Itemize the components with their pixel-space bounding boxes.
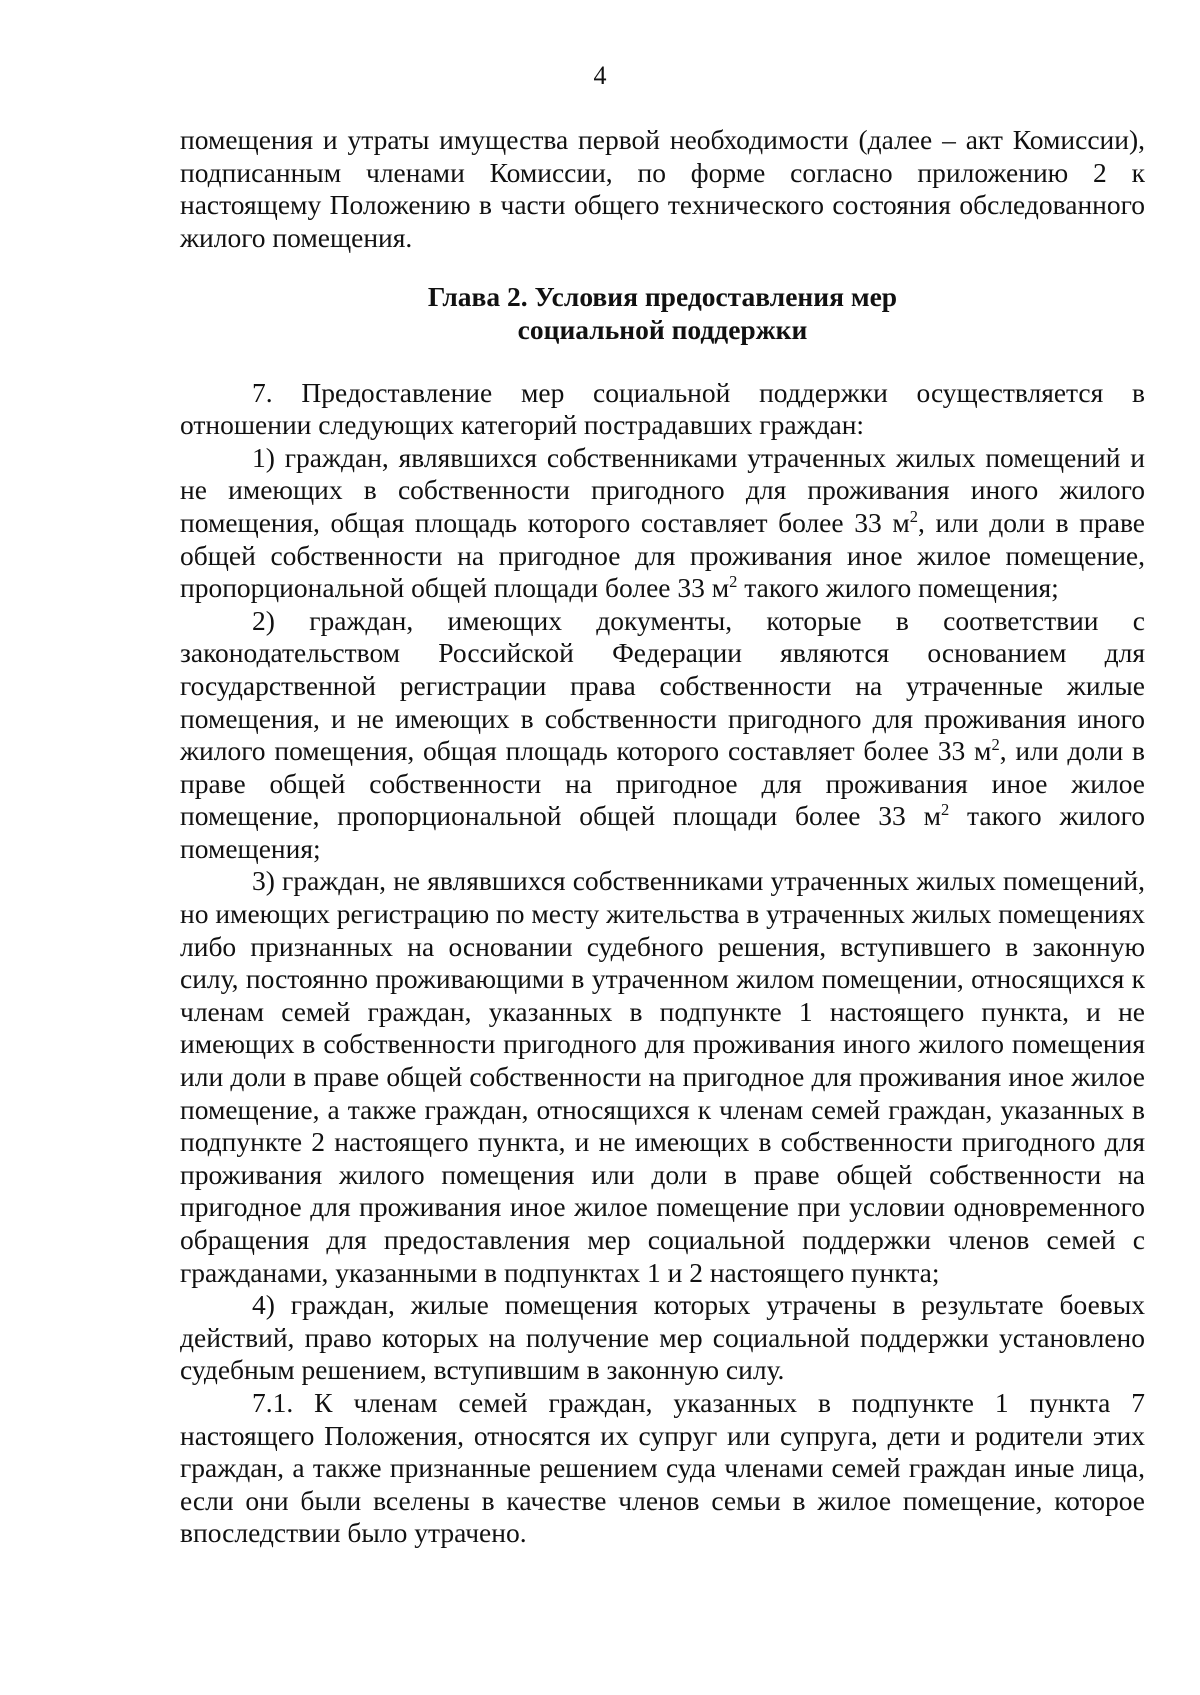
subitem-2-text-b: , или доли в праве общей собственности на пригодное для проживания иное жилое помещение, пропорциональной общей площади более 33 м (180, 735, 1145, 832)
subitem-1-text-c: такого жилого помещения; (737, 572, 1059, 604)
square-exponent: 2 (729, 571, 738, 591)
subitem-4-paragraph: 4) граждан, жилые помещения которых утрачены в результате боевых действий, право которых на получение мер социальной поддержки установлено судебным решением, вступившим в законную силу. (180, 1289, 1145, 1386)
page-number: 4 (593, 61, 607, 90)
chapter-heading-line-1: Глава 2. Условия предоставления мер (427, 281, 898, 313)
item-7-paragraph: 7. Предоставление мер социальной поддержки осуществляется в отношении следующих категорий пострадавших граждан: (180, 376, 1145, 441)
square-exponent: 2 (909, 506, 918, 526)
subitem-2-text-a: 2) граждан, имеющих документы, которые в соответствии с законодательством Российской Федерации являются основанием для государственной регистрации права собственности на утраченные жилые помещения, и не имеющих в собственности пригодного для проживания иного жилого помещения, общая площадь которого составляет более 33 м (180, 604, 1145, 767)
item-7-1-paragraph: 7.1. К членам семей граждан, указанных в подпункте 1 пункта 7 настоящего Положения, относятся их супруг или супруга, дети и родители этих граждан, а также признанные решением суда членами семей граждан иные лица, если они были вселены в качестве членов семьи в жилое помещение, которое впоследствии было утрачено. (180, 1386, 1145, 1549)
square-exponent: 2 (991, 734, 1000, 754)
subitem-2-text-c: такого жилого помещения; (180, 800, 1145, 864)
subitem-2-paragraph (180, 605, 1145, 866)
subitem-1-text-a: 1) граждан, являвшихся собственниками утраченных жилых помещений и не имеющих в собственности пригодного для проживания иного жилого помещения, общая площадь которого составляет более 33 м (180, 441, 1145, 538)
subitem-1-paragraph (180, 442, 1145, 605)
subitem-1-text-b: , или доли в праве общей собственности на пригодное для проживания иное жилое помещение, пропорциональной общей площади более 33 м (180, 506, 1145, 604)
chapter-heading (180, 254, 1145, 376)
chapter-heading-line-2: социальной поддержки (517, 313, 808, 345)
square-exponent: 2 (941, 800, 950, 820)
subitem-3-paragraph: 3) граждан, не являвшихся собственниками утраченных жилых помещений, но имеющих регистрацию по месту жительства в утраченных жилых помещениях либо признанных на основании судебного решения, вступившего в законную силу, постоянно проживающими в утраченном жилом помещении, относящихся к членам семей граждан, указанных в подпункте 1 настоящего пункта, и не имеющих в собственности пригодного для проживания иного жилого помещения или доли в праве общей собственности на пригодное для проживания иное жилое помещение, а также граждан, относящихся к членам семей граждан, указанных в подпункте 2 настоящего пункта, и не имеющих в собственности пригодного для проживания жилого помещения или доли в праве общей собственности на пригодное для проживания иное жилое помещение при условии одновременного обращения для предоставления мер социальной поддержки членов семей с гражданами, указанными в подпунктах 1 и 2 настоящего пункта; (180, 865, 1145, 1288)
intro-paragraph: помещения и утраты имущества первой необходимости (далее – акт Комиссии), подписанным членами Комиссии, по форме согласно приложению 2 к настоящему Положению в части общего технического состояния обследованного жилого помещения. (180, 124, 1145, 253)
document-body (180, 124, 1145, 1550)
